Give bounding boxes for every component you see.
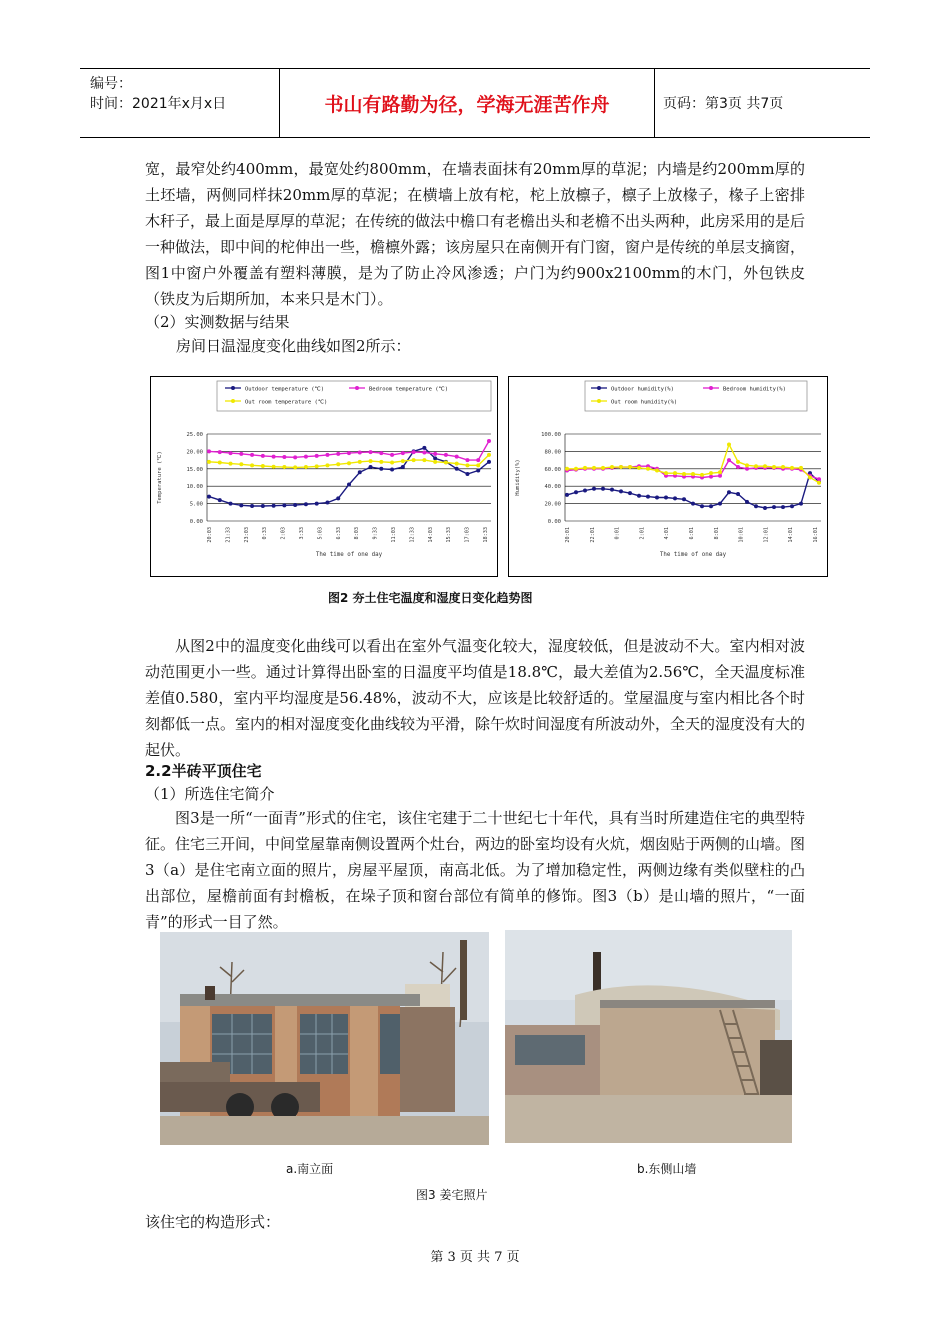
legend-label: Bedroom temperature (℃): [369, 386, 449, 393]
data-point: [628, 491, 632, 495]
legend-label: Out room humidity(%): [611, 399, 678, 406]
x-tick-label: 8:01: [713, 527, 720, 540]
data-point: [646, 467, 650, 471]
data-point: [272, 465, 276, 469]
header-page-number: 页码：第3页 共7页: [663, 96, 784, 112]
x-tick-label: 0:33: [262, 527, 269, 540]
data-point: [781, 465, 785, 469]
data-point: [736, 492, 740, 496]
data-point: [592, 487, 596, 491]
data-point: [781, 505, 785, 509]
x-tick-label: 17:03: [464, 527, 471, 543]
legend-label: Outdoor temperature (℃): [245, 386, 325, 393]
data-point: [444, 461, 448, 465]
x-tick-label: 12:33: [409, 527, 416, 543]
data-point: [601, 487, 605, 491]
data-point: [790, 504, 794, 508]
data-point: [664, 471, 668, 475]
x-tick-label: 4:01: [664, 527, 671, 540]
data-point: [565, 467, 569, 471]
y-tick-label: 100.00: [541, 432, 561, 438]
y-tick-label: 0.00: [547, 519, 561, 525]
x-tick-label: 6:33: [335, 527, 342, 540]
data-point: [772, 465, 776, 469]
data-point: [754, 464, 758, 468]
figure-3-caption: 图3 姜宅照片: [416, 1188, 488, 1202]
data-point: [754, 504, 758, 508]
data-point: [358, 470, 362, 474]
data-point: [207, 495, 211, 499]
paragraph-chart-analysis: 从图2中的温度变化曲线可以看出在室外气温变化较大，湿度较低，但是波动不大。室内相对波动范围更小一些。通过计算得出卧室的日温度平均值是18.8℃，最大差值为2.56℃，全天温度标准差值0.580，室内平均湿度是56.48%，波动不大，应该是比较舒适的。堂屋温度与室内相比各个时刻都低一点。室内的相对湿度变化曲线较为平滑，除午炊时间湿度有所波动外，全天的湿度没有大的起伏。: [145, 637, 806, 759]
data-point: [272, 455, 276, 459]
data-point: [293, 465, 297, 469]
data-point: [718, 470, 722, 474]
legend-box: [217, 381, 491, 411]
data-point: [315, 464, 319, 468]
data-point: [682, 472, 686, 476]
document-date-label: 时间：2021年x月x日: [90, 96, 227, 112]
data-point: [718, 474, 722, 478]
y-tick-label: 25.00: [186, 432, 203, 438]
data-point: [691, 472, 695, 476]
data-point: [433, 456, 437, 460]
house-south-facade-photo: [160, 932, 489, 1145]
data-point: [422, 446, 426, 450]
data-point: [709, 504, 713, 508]
page-footer: 第 3 页 共 7 页: [430, 1250, 520, 1265]
x-axis-label: The time of one day: [659, 552, 727, 558]
subheading-measured-data: （2）实测数据与结果: [145, 313, 290, 331]
data-point: [682, 497, 686, 501]
data-point: [655, 469, 659, 473]
data-point: [583, 489, 587, 493]
x-tick-label: 15:33: [446, 527, 453, 543]
data-point: [239, 452, 243, 456]
x-tick-label: 20:03: [207, 527, 213, 543]
data-point: [358, 460, 362, 464]
data-point: [465, 458, 469, 462]
data-point: [282, 465, 286, 469]
data-point: [369, 450, 373, 454]
data-point: [379, 460, 383, 464]
data-point: [691, 502, 695, 506]
data-point: [379, 467, 383, 471]
legend-label: Bedroom humidity(%): [723, 386, 786, 393]
data-point: [637, 466, 641, 470]
data-point: [487, 439, 491, 443]
data-point: [433, 460, 437, 464]
data-point: [745, 500, 749, 504]
x-tick-label: 8:03: [354, 527, 361, 540]
data-point: [369, 465, 373, 469]
data-point: [700, 504, 704, 508]
y-tick-label: 10.00: [186, 484, 203, 491]
y-tick-label: 5.00: [189, 501, 203, 508]
data-point: [401, 459, 405, 463]
x-tick-label: 11:03: [391, 527, 397, 543]
paragraph-wall-construction: 宽，最窄处约400mm，最宽处约800mm，在墙表面抹有20mm厚的草泥；内墙是约200mm厚的土坯墙，两侧同样抹20mm厚的草泥；在横墙上放有柁，柁上放檩子，檩子上放椽子，椽子上密排木秆子，最上面是厚厚的草泥；在传统的做法中檐口有老檐出头和老檐不出头两种，此房采用的是后一种做法，即中间的柁伸出一些，檐檩外露；该房屋只在南侧开有门窗，窗户是传统的单层支摘窗，图1中窗户外覆盖有塑料薄膜，是为了防止冷风渗透；户门为约900x2100mm的木门，外包铁皮（铁皮为后期所加，本来只是木门）。: [145, 160, 806, 308]
data-point: [772, 505, 776, 509]
y-tick-label: 20.00: [544, 501, 561, 508]
data-point: [207, 449, 211, 453]
y-tick-label: 80.00: [544, 449, 561, 456]
data-point: [718, 502, 722, 506]
data-point: [745, 467, 749, 471]
data-point: [325, 453, 329, 457]
paragraph-house-description: 图3是一所“一面青”形式的住宅，该住宅建于二十世纪七十年代，具有当时所建造住宅的典型特征。住宅三开间，中间堂屋靠南侧设置两个灶台，两边的卧室均设有火炕，烟囱贴于两侧的山墙。图3（a）是住宅南立面的照片，房屋平屋顶，南高北低。为了增加稳定性，两侧边缘有类似壁柱的凸出部位，屋檐前面有封檐板，在垛子顶和窗台部位有简单的修饰。图3（b）是山墙的照片，“一面青”的形式一目了然。: [145, 809, 806, 931]
data-point: [700, 473, 704, 477]
legend-label: Outdoor humidity(%): [611, 386, 674, 393]
x-tick-label: 2:03: [280, 527, 287, 540]
x-tick-label: 12:01: [763, 527, 770, 543]
data-point: [250, 504, 254, 508]
data-point: [727, 442, 731, 446]
data-point: [455, 455, 459, 459]
photo-a-caption: a.南立面: [286, 1162, 334, 1176]
data-point: [583, 466, 587, 470]
y-tick-label: 20.00: [186, 449, 203, 456]
data-point: [799, 502, 803, 506]
data-point: [218, 461, 222, 465]
data-point: [476, 469, 480, 473]
temperature-chart: [151, 377, 497, 576]
data-point: [736, 460, 740, 464]
data-point: [736, 465, 740, 469]
y-tick-label: 60.00: [544, 466, 561, 473]
data-point: [304, 455, 308, 459]
legend-marker: [597, 386, 601, 390]
subheading-house-intro: （1）所选住宅简介: [145, 785, 275, 803]
data-point: [218, 450, 222, 454]
y-tick-label: 40.00: [544, 484, 561, 491]
y-tick-label: 0.00: [189, 519, 203, 525]
x-tick-label: 9:33: [372, 527, 379, 540]
data-point: [229, 462, 233, 466]
legend-box: [585, 381, 807, 411]
data-point: [709, 471, 713, 475]
data-point: [272, 504, 276, 508]
data-point: [610, 465, 614, 469]
data-point: [261, 464, 265, 468]
document-number-label: 编号：: [90, 76, 132, 92]
data-point: [390, 467, 394, 471]
data-point: [673, 496, 677, 500]
data-point: [574, 490, 578, 494]
data-point: [763, 506, 767, 510]
series-line: [209, 448, 489, 506]
y-axis-label: Temperature (℃): [157, 451, 163, 504]
data-point: [565, 493, 569, 497]
data-point: [218, 498, 222, 502]
data-point: [619, 465, 623, 469]
data-point: [727, 458, 731, 462]
data-point: [487, 453, 491, 457]
data-point: [664, 496, 668, 500]
section-heading: 2.2半砖平顶住宅: [145, 762, 262, 780]
data-point: [422, 450, 426, 454]
data-point: [673, 471, 677, 475]
data-point: [401, 465, 405, 469]
x-tick-label: 14:01: [788, 527, 795, 543]
series-line: [209, 441, 489, 460]
legend-label: Out room temperature (℃): [245, 399, 328, 406]
data-point: [358, 450, 362, 454]
page-header: [80, 68, 870, 138]
data-point: [444, 453, 448, 457]
data-point: [304, 502, 308, 506]
data-point: [412, 450, 416, 454]
data-point: [304, 465, 308, 469]
data-point: [592, 466, 596, 470]
header-motto: 书山有路勤为径，学海无涯苦作舟: [280, 69, 655, 137]
data-point: [390, 453, 394, 457]
legend-marker: [355, 386, 359, 390]
data-point: [325, 501, 329, 505]
legend-marker: [709, 386, 713, 390]
data-point: [261, 454, 265, 458]
figure-2-caption: 图2 夯土住宅温度和湿度日变化趋势图: [328, 591, 533, 605]
photo-b-caption: b.东侧山墙: [637, 1162, 697, 1176]
data-point: [610, 488, 614, 492]
x-tick-label: 18:33: [483, 527, 489, 543]
data-point: [799, 466, 803, 470]
data-point: [315, 454, 319, 458]
x-tick-label: 2:01: [639, 527, 646, 540]
data-point: [817, 481, 821, 485]
data-point: [574, 467, 578, 471]
data-point: [646, 495, 650, 499]
x-tick-label: 10:01: [738, 527, 745, 543]
x-tick-label: 21:33: [225, 527, 232, 543]
data-point: [336, 496, 340, 500]
data-point: [412, 458, 416, 462]
data-point: [347, 482, 351, 486]
data-point: [282, 455, 286, 459]
data-point: [476, 463, 480, 467]
data-point: [709, 475, 713, 479]
data-point: [790, 466, 794, 470]
legend-marker: [231, 399, 235, 403]
data-point: [422, 458, 426, 462]
data-point: [637, 494, 641, 498]
data-point: [745, 463, 749, 467]
data-point: [347, 461, 351, 465]
data-point: [250, 453, 254, 457]
x-tick-label: 6:01: [689, 527, 695, 540]
x-tick-label: 23:03: [243, 527, 250, 543]
data-point: [655, 496, 659, 500]
data-point: [315, 502, 319, 506]
figure-intro-text: 房间日温湿度变化曲线如图2所示：: [176, 337, 411, 355]
data-point: [282, 503, 286, 507]
x-tick-label: 22:01: [589, 527, 596, 543]
data-point: [369, 459, 373, 463]
y-tick-label: 15.00: [186, 466, 203, 473]
data-point: [628, 465, 632, 469]
x-tick-label: 5:03: [317, 527, 324, 540]
construction-intro-line: 该住宅的构造形式：: [145, 1213, 281, 1231]
x-tick-label: 16:01: [813, 527, 819, 543]
x-tick-label: 0:01: [614, 527, 621, 540]
x-axis-label: The time of one day: [315, 552, 383, 558]
data-point: [619, 489, 623, 493]
humidity-chart-frame: [508, 376, 828, 577]
legend-marker: [231, 386, 235, 390]
data-point: [325, 463, 329, 467]
data-point: [455, 467, 459, 471]
data-point: [433, 452, 437, 456]
data-point: [455, 462, 459, 466]
data-point: [476, 458, 480, 462]
data-point: [465, 463, 469, 467]
house-east-gable-photo: [505, 930, 792, 1143]
data-point: [293, 503, 297, 507]
data-point: [465, 472, 469, 476]
data-point: [379, 451, 383, 455]
data-point: [347, 451, 351, 455]
data-point: [487, 460, 491, 464]
x-tick-label: 20:01: [565, 527, 571, 543]
data-point: [336, 452, 340, 456]
data-point: [727, 490, 731, 494]
legend-marker: [597, 399, 601, 403]
data-point: [763, 464, 767, 468]
data-point: [390, 461, 394, 465]
data-point: [239, 503, 243, 507]
temperature-chart-frame: [150, 376, 498, 577]
y-axis-label: Humidity(%): [515, 459, 521, 496]
humidity-chart: [509, 377, 827, 576]
data-point: [601, 466, 605, 470]
data-point: [293, 455, 297, 459]
data-point: [229, 451, 233, 455]
header-meta: [80, 69, 280, 137]
data-point: [207, 460, 211, 464]
data-point: [250, 463, 254, 467]
data-point: [239, 462, 243, 466]
data-point: [336, 462, 340, 466]
data-point: [229, 502, 233, 506]
x-tick-label: 3:33: [299, 527, 305, 540]
data-point: [401, 451, 405, 455]
x-tick-label: 14:03: [427, 527, 434, 543]
data-point: [261, 504, 265, 508]
data-point: [808, 476, 812, 480]
data-point: [817, 477, 821, 481]
